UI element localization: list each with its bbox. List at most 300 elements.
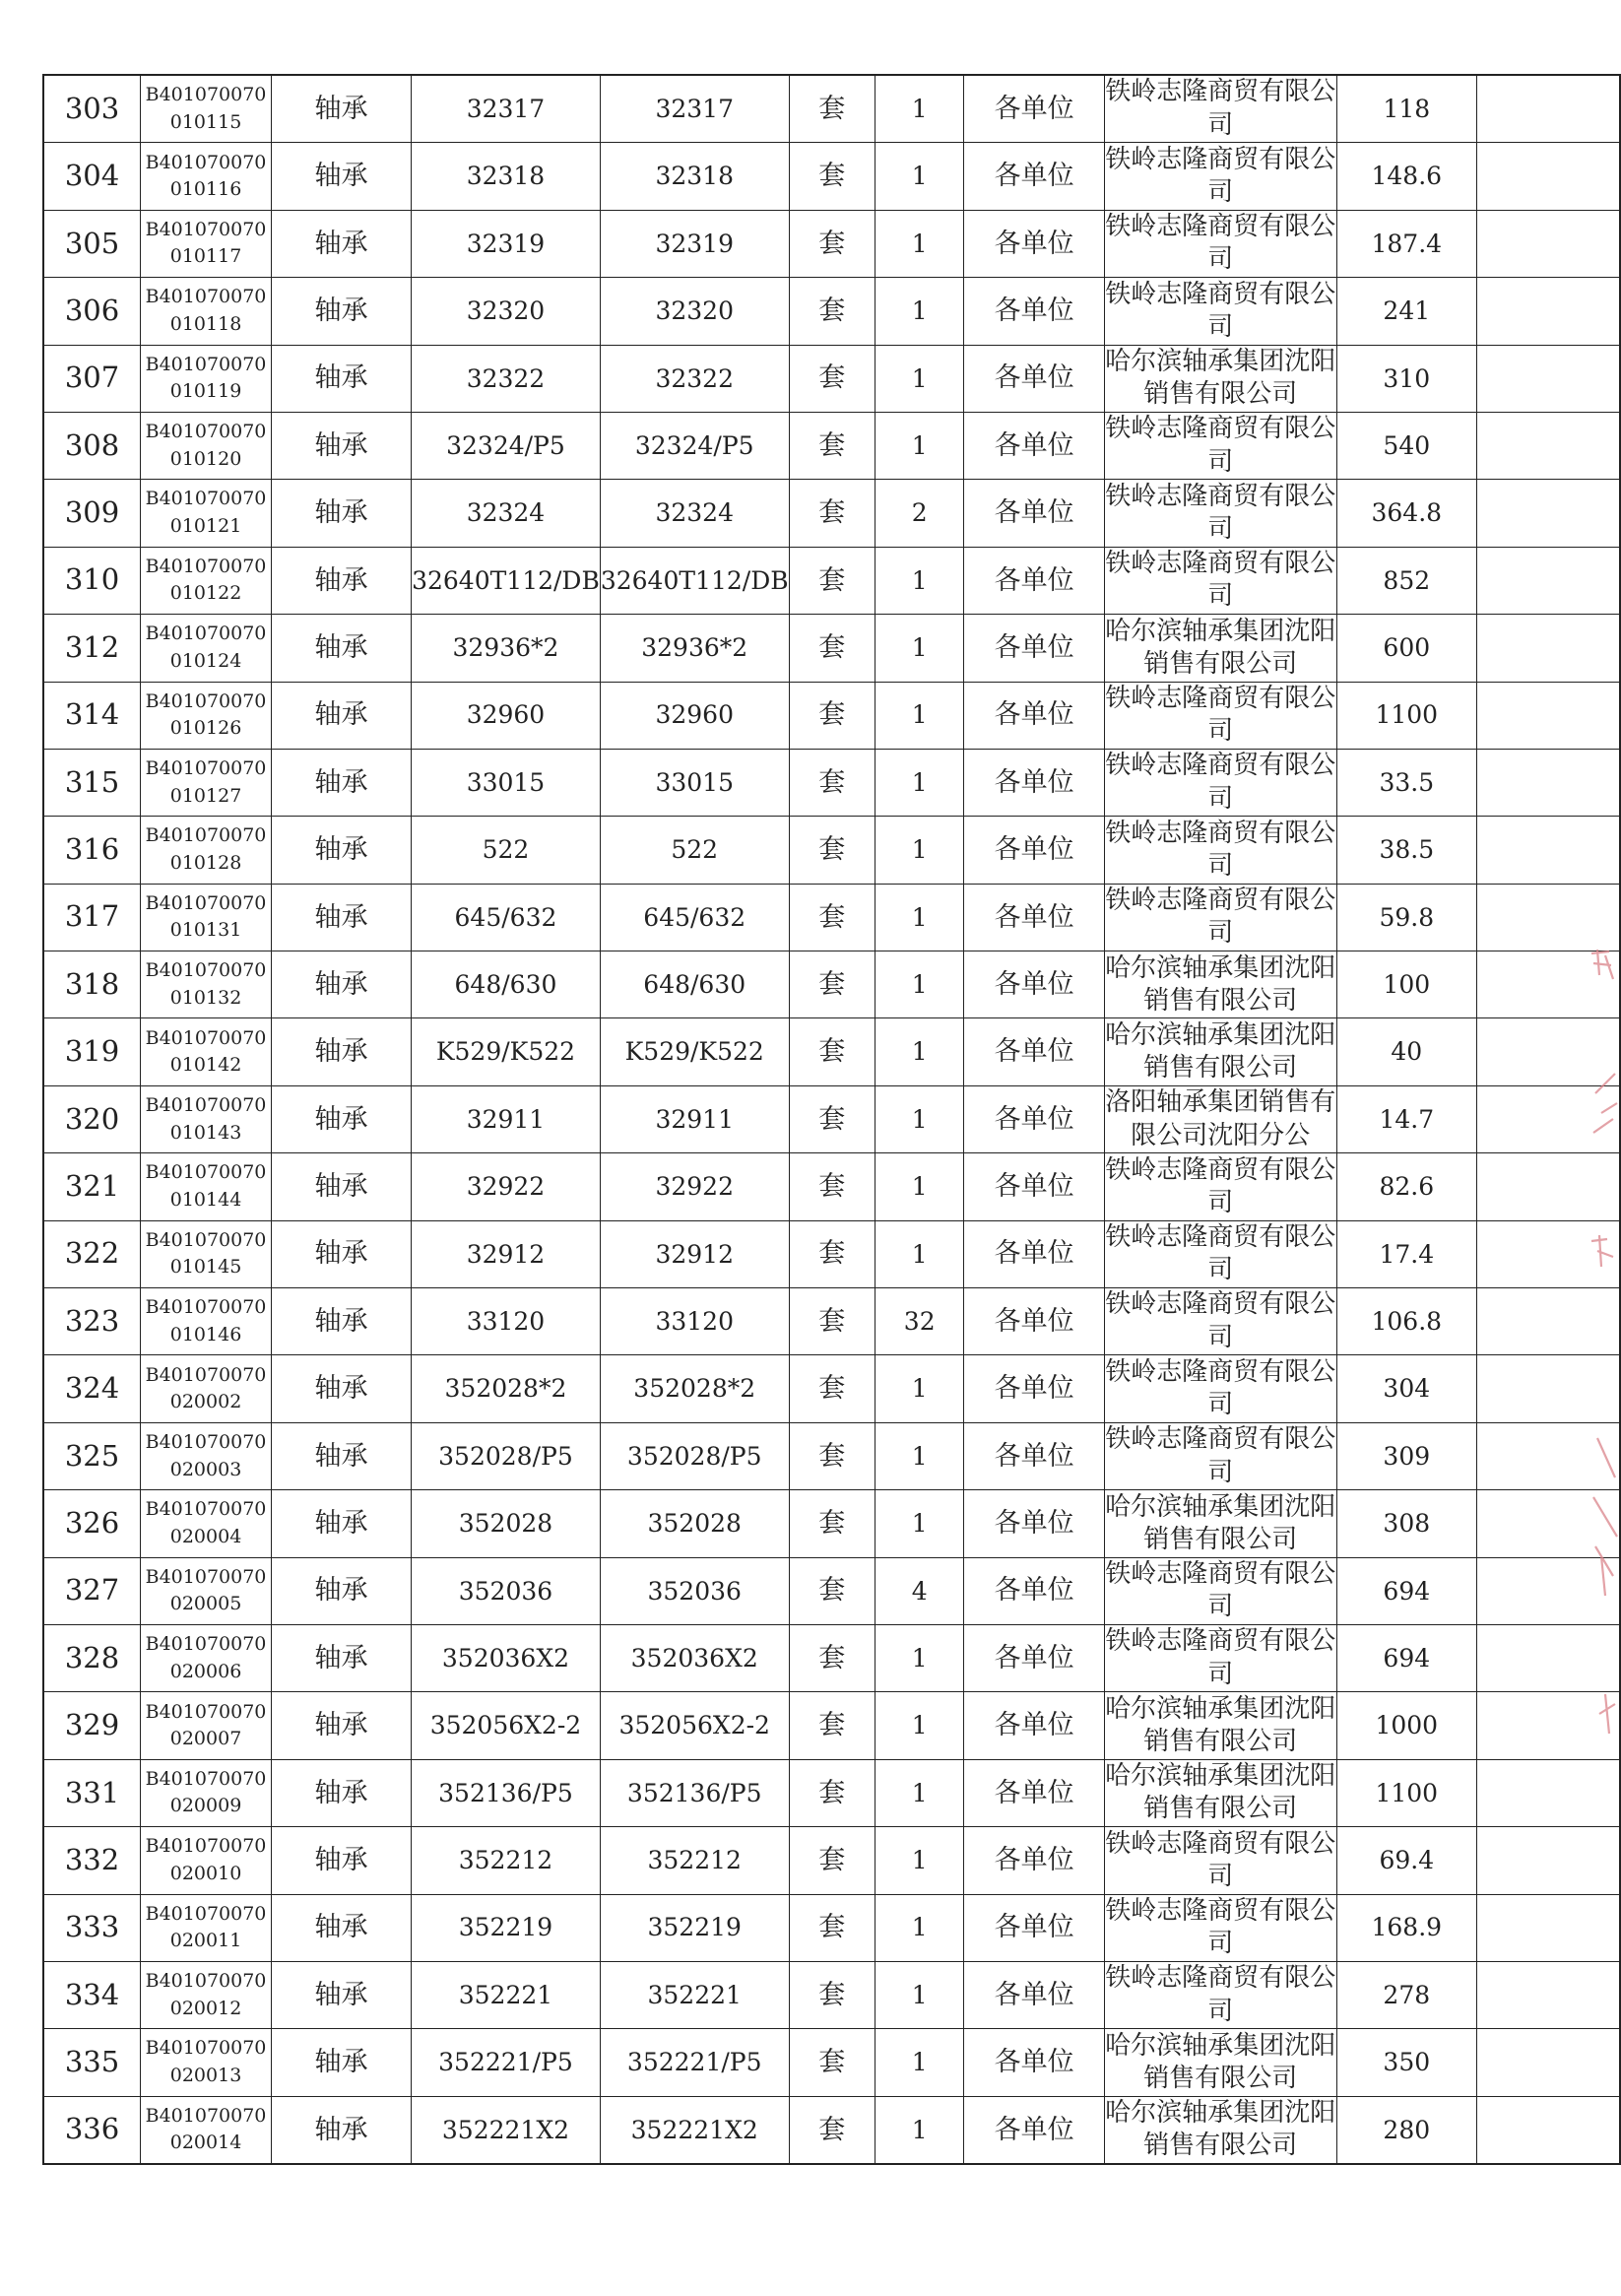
model-cell: 33120 bbox=[600, 1288, 789, 1355]
row-number-cell: 307 bbox=[43, 345, 141, 412]
material-code-line-2: 020004 bbox=[169, 1525, 242, 1547]
remark-cell bbox=[1476, 412, 1620, 479]
department-cell: 各单位 bbox=[964, 1961, 1104, 2028]
remark-cell bbox=[1476, 210, 1620, 277]
material-code-cell bbox=[141, 345, 272, 412]
material-name-cell: 轴承 bbox=[271, 884, 411, 951]
material-code-line-1: B401070070 bbox=[145, 2104, 267, 2127]
remark-cell bbox=[1476, 547, 1620, 614]
unit-cell: 套 bbox=[789, 2096, 875, 2164]
remark-cell bbox=[1476, 1422, 1620, 1489]
material-code-line-2: 020014 bbox=[169, 2132, 242, 2154]
material-name-cell: 轴承 bbox=[271, 1220, 411, 1287]
material-code-line-1: B401070070 bbox=[145, 824, 267, 847]
unit-price-cell: 168.9 bbox=[1336, 1894, 1476, 1961]
material-name-cell: 轴承 bbox=[271, 1759, 411, 1826]
supplier-cell: 铁岭志隆商贸有限公司 bbox=[1104, 1624, 1336, 1691]
remark-cell bbox=[1476, 345, 1620, 412]
unit-price-cell: 14.7 bbox=[1336, 1085, 1476, 1152]
specification-cell: 33015 bbox=[412, 749, 601, 816]
quantity-cell: 1 bbox=[875, 1490, 964, 1557]
remark-cell bbox=[1476, 1894, 1620, 1961]
supplier-cell: 哈尔滨轴承集团沈阳销售有限公司 bbox=[1104, 615, 1336, 682]
quantity-cell: 1 bbox=[875, 1894, 964, 1961]
model-cell: 32318 bbox=[600, 143, 789, 210]
material-code-cell bbox=[141, 1961, 272, 2028]
supplier-cell: 铁岭志隆商贸有限公司 bbox=[1104, 143, 1336, 210]
material-code-cell bbox=[141, 547, 272, 614]
material-code-line-2: 010132 bbox=[169, 986, 242, 1009]
model-cell: 352028/P5 bbox=[600, 1422, 789, 1489]
material-code-cell bbox=[141, 1557, 272, 1624]
row-number-cell: 326 bbox=[43, 1490, 141, 1557]
material-code-cell bbox=[141, 682, 272, 749]
material-name-cell: 轴承 bbox=[271, 210, 411, 277]
material-name-cell: 轴承 bbox=[271, 615, 411, 682]
supplier-cell: 铁岭志隆商贸有限公司 bbox=[1104, 817, 1336, 884]
specification-cell: 352221X2 bbox=[412, 2096, 601, 2164]
table-row bbox=[43, 749, 1620, 816]
unit-cell: 套 bbox=[789, 1422, 875, 1489]
quantity-cell: 1 bbox=[875, 1827, 964, 1894]
material-code-line-2: 010145 bbox=[169, 1256, 242, 1279]
unit-cell: 套 bbox=[789, 1624, 875, 1691]
unit-price-cell: 1000 bbox=[1336, 1692, 1476, 1759]
department-cell: 各单位 bbox=[964, 480, 1104, 547]
material-code-line-2: 020007 bbox=[169, 1728, 242, 1750]
quantity-cell: 1 bbox=[875, 547, 964, 614]
table-row bbox=[43, 1490, 1620, 1557]
material-name-cell: 轴承 bbox=[271, 75, 411, 143]
department-cell: 各单位 bbox=[964, 2029, 1104, 2096]
row-number-cell: 325 bbox=[43, 1422, 141, 1489]
table-row bbox=[43, 1692, 1620, 1759]
material-code-cell bbox=[141, 1692, 272, 1759]
department-cell: 各单位 bbox=[964, 817, 1104, 884]
material-name-cell: 轴承 bbox=[271, 749, 411, 816]
material-code-line-1: B401070070 bbox=[145, 421, 267, 443]
quantity-cell: 1 bbox=[875, 884, 964, 951]
material-code-line-2: 010146 bbox=[169, 1323, 242, 1345]
unit-cell: 套 bbox=[789, 278, 875, 345]
table-row bbox=[43, 1422, 1620, 1489]
row-number-cell: 303 bbox=[43, 75, 141, 143]
unit-price-cell: 187.4 bbox=[1336, 210, 1476, 277]
supplier-cell: 哈尔滨轴承集团沈阳销售有限公司 bbox=[1104, 2096, 1336, 2164]
material-code-cell bbox=[141, 817, 272, 884]
table-row bbox=[43, 345, 1620, 412]
material-code-cell bbox=[141, 615, 272, 682]
material-code-line-1: B401070070 bbox=[145, 555, 267, 577]
material-code-line-2: 010124 bbox=[169, 649, 242, 672]
unit-price-cell: 33.5 bbox=[1336, 749, 1476, 816]
supplier-cell: 铁岭志隆商贸有限公司 bbox=[1104, 1422, 1336, 1489]
supplier-cell: 铁岭志隆商贸有限公司 bbox=[1104, 412, 1336, 479]
specification-cell: 32318 bbox=[412, 143, 601, 210]
model-cell: 352028*2 bbox=[600, 1355, 789, 1422]
department-cell: 各单位 bbox=[964, 615, 1104, 682]
supplier-cell: 铁岭志隆商贸有限公司 bbox=[1104, 884, 1336, 951]
model-cell: 32922 bbox=[600, 1153, 789, 1220]
department-cell: 各单位 bbox=[964, 1153, 1104, 1220]
quantity-cell: 1 bbox=[875, 951, 964, 1018]
material-code-line-2: 010122 bbox=[169, 582, 242, 605]
unit-cell: 套 bbox=[789, 615, 875, 682]
material-code-cell bbox=[141, 2096, 272, 2164]
material-code-line-2: 020006 bbox=[169, 1660, 242, 1682]
material-name-cell: 轴承 bbox=[271, 143, 411, 210]
unit-cell: 套 bbox=[789, 749, 875, 816]
department-cell: 各单位 bbox=[964, 1288, 1104, 1355]
row-number-cell: 324 bbox=[43, 1355, 141, 1422]
material-code-cell bbox=[141, 1759, 272, 1826]
supplier-cell: 铁岭志隆商贸有限公司 bbox=[1104, 1153, 1336, 1220]
material-name-cell: 轴承 bbox=[271, 951, 411, 1018]
quantity-cell: 2 bbox=[875, 480, 964, 547]
unit-price-cell: 694 bbox=[1336, 1557, 1476, 1624]
quantity-cell: 1 bbox=[875, 210, 964, 277]
remark-cell bbox=[1476, 817, 1620, 884]
table-row bbox=[43, 1557, 1620, 1624]
specification-cell: 645/632 bbox=[412, 884, 601, 951]
quantity-cell: 1 bbox=[875, 1624, 964, 1691]
material-code-line-2: 010142 bbox=[169, 1054, 242, 1077]
quantity-cell: 1 bbox=[875, 278, 964, 345]
unit-cell: 套 bbox=[789, 1490, 875, 1557]
material-code-cell bbox=[141, 2029, 272, 2096]
material-code-cell bbox=[141, 1894, 272, 1961]
row-number-cell: 306 bbox=[43, 278, 141, 345]
unit-cell: 套 bbox=[789, 2029, 875, 2096]
unit-price-cell: 148.6 bbox=[1336, 143, 1476, 210]
specification-cell: 522 bbox=[412, 817, 601, 884]
unit-price-cell: 350 bbox=[1336, 2029, 1476, 2096]
table-row bbox=[43, 547, 1620, 614]
quantity-cell: 32 bbox=[875, 1288, 964, 1355]
specification-cell: 32317 bbox=[412, 75, 601, 143]
unit-cell: 套 bbox=[789, 1018, 875, 1085]
table-row bbox=[43, 817, 1620, 884]
unit-cell: 套 bbox=[789, 412, 875, 479]
remark-cell bbox=[1476, 143, 1620, 210]
supplier-cell: 哈尔滨轴承集团沈阳销售有限公司 bbox=[1104, 1018, 1336, 1085]
unit-cell: 套 bbox=[789, 1894, 875, 1961]
table-row bbox=[43, 412, 1620, 479]
material-name-cell: 轴承 bbox=[271, 480, 411, 547]
specification-cell: 32911 bbox=[412, 1085, 601, 1152]
department-cell: 各单位 bbox=[964, 1557, 1104, 1624]
material-code-line-1: B401070070 bbox=[145, 1700, 267, 1723]
material-code-line-1: B401070070 bbox=[145, 1296, 267, 1319]
table-row bbox=[43, 1018, 1620, 1085]
specification-cell: 32936*2 bbox=[412, 615, 601, 682]
material-code-line-1: B401070070 bbox=[145, 1161, 267, 1184]
unit-cell: 套 bbox=[789, 1961, 875, 2028]
material-code-line-2: 020005 bbox=[169, 1593, 242, 1615]
material-code-line-2: 020003 bbox=[169, 1458, 242, 1480]
department-cell: 各单位 bbox=[964, 1490, 1104, 1557]
material-name-cell: 轴承 bbox=[271, 2029, 411, 2096]
specification-cell: 352036 bbox=[412, 1557, 601, 1624]
material-name-cell: 轴承 bbox=[271, 682, 411, 749]
table-row bbox=[43, 1827, 1620, 1894]
model-cell: 352221 bbox=[600, 1961, 789, 2028]
supplier-cell: 铁岭志隆商贸有限公司 bbox=[1104, 480, 1336, 547]
specification-cell: 32912 bbox=[412, 1220, 601, 1287]
unit-cell: 套 bbox=[789, 345, 875, 412]
material-code-cell bbox=[141, 951, 272, 1018]
row-number-cell: 331 bbox=[43, 1759, 141, 1826]
remark-cell bbox=[1476, 1961, 1620, 2028]
material-code-line-2: 010131 bbox=[169, 919, 242, 942]
table-row bbox=[43, 1355, 1620, 1422]
material-code-line-1: B401070070 bbox=[145, 1026, 267, 1049]
row-number-cell: 336 bbox=[43, 2096, 141, 2164]
department-cell: 各单位 bbox=[964, 412, 1104, 479]
material-code-cell bbox=[141, 1827, 272, 1894]
row-number-cell: 315 bbox=[43, 749, 141, 816]
material-code-line-2: 010121 bbox=[169, 515, 242, 538]
material-name-cell: 轴承 bbox=[271, 1018, 411, 1085]
table-row bbox=[43, 1220, 1620, 1287]
specification-cell: 352028 bbox=[412, 1490, 601, 1557]
supplier-cell: 哈尔滨轴承集团沈阳销售有限公司 bbox=[1104, 2029, 1336, 2096]
unit-price-cell: 59.8 bbox=[1336, 884, 1476, 951]
material-name-cell: 轴承 bbox=[271, 1557, 411, 1624]
unit-price-cell: 309 bbox=[1336, 1422, 1476, 1489]
material-code-line-1: B401070070 bbox=[145, 151, 267, 173]
unit-cell: 套 bbox=[789, 1355, 875, 1422]
unit-cell: 套 bbox=[789, 1085, 875, 1152]
row-number-cell: 334 bbox=[43, 1961, 141, 2028]
table-row bbox=[43, 278, 1620, 345]
unit-price-cell: 304 bbox=[1336, 1355, 1476, 1422]
row-number-cell: 328 bbox=[43, 1624, 141, 1691]
material-code-cell bbox=[141, 210, 272, 277]
material-name-cell: 轴承 bbox=[271, 817, 411, 884]
department-cell: 各单位 bbox=[964, 345, 1104, 412]
row-number-cell: 321 bbox=[43, 1153, 141, 1220]
unit-price-cell: 280 bbox=[1336, 2096, 1476, 2164]
specification-cell: 32319 bbox=[412, 210, 601, 277]
remark-cell bbox=[1476, 75, 1620, 143]
table-row bbox=[43, 1085, 1620, 1152]
row-number-cell: 305 bbox=[43, 210, 141, 277]
table-row bbox=[43, 1288, 1620, 1355]
material-name-cell: 轴承 bbox=[271, 1961, 411, 2028]
unit-cell: 套 bbox=[789, 75, 875, 143]
row-number-cell: 309 bbox=[43, 480, 141, 547]
department-cell: 各单位 bbox=[964, 2096, 1104, 2164]
unit-cell: 套 bbox=[789, 682, 875, 749]
unit-price-cell: 308 bbox=[1336, 1490, 1476, 1557]
table-row bbox=[43, 143, 1620, 210]
material-code-line-1: B401070070 bbox=[145, 689, 267, 712]
row-number-cell: 327 bbox=[43, 1557, 141, 1624]
model-cell: 648/630 bbox=[600, 951, 789, 1018]
row-number-cell: 335 bbox=[43, 2029, 141, 2096]
remark-cell bbox=[1476, 1153, 1620, 1220]
quantity-cell: 1 bbox=[875, 1220, 964, 1287]
table-row bbox=[43, 1153, 1620, 1220]
material-code-line-2: 010115 bbox=[169, 110, 242, 133]
material-code-line-2: 010117 bbox=[169, 245, 242, 268]
department-cell: 各单位 bbox=[964, 1692, 1104, 1759]
material-code-line-1: B401070070 bbox=[145, 1633, 267, 1656]
specification-cell: 352221 bbox=[412, 1961, 601, 2028]
specification-cell: 32324 bbox=[412, 480, 601, 547]
material-code-cell bbox=[141, 75, 272, 143]
supplier-cell: 铁岭志隆商贸有限公司 bbox=[1104, 278, 1336, 345]
unit-price-cell: 100 bbox=[1336, 951, 1476, 1018]
quantity-cell: 1 bbox=[875, 1692, 964, 1759]
table-body bbox=[43, 75, 1620, 2164]
material-code-line-1: B401070070 bbox=[145, 286, 267, 308]
specification-cell: 648/630 bbox=[412, 951, 601, 1018]
table-row bbox=[43, 951, 1620, 1018]
table-row bbox=[43, 480, 1620, 547]
remark-cell bbox=[1476, 1085, 1620, 1152]
material-code-line-1: B401070070 bbox=[145, 1565, 267, 1588]
material-name-cell: 轴承 bbox=[271, 1153, 411, 1220]
row-number-cell: 312 bbox=[43, 615, 141, 682]
material-code-cell bbox=[141, 480, 272, 547]
supplier-cell: 铁岭志隆商贸有限公司 bbox=[1104, 210, 1336, 277]
specification-cell: 352028/P5 bbox=[412, 1422, 601, 1489]
material-code-line-2: 010120 bbox=[169, 447, 242, 470]
table-row bbox=[43, 2029, 1620, 2096]
row-number-cell: 333 bbox=[43, 1894, 141, 1961]
quantity-cell: 1 bbox=[875, 1355, 964, 1422]
material-code-line-1: B401070070 bbox=[145, 757, 267, 780]
material-code-cell bbox=[141, 1422, 272, 1489]
table-row bbox=[43, 1624, 1620, 1691]
quantity-cell: 1 bbox=[875, 615, 964, 682]
remark-cell bbox=[1476, 1288, 1620, 1355]
model-cell: 352212 bbox=[600, 1827, 789, 1894]
table-row bbox=[43, 1894, 1620, 1961]
model-cell: 32319 bbox=[600, 210, 789, 277]
unit-price-cell: 694 bbox=[1336, 1624, 1476, 1691]
remark-cell bbox=[1476, 951, 1620, 1018]
material-code-cell bbox=[141, 412, 272, 479]
material-code-line-1: B401070070 bbox=[145, 353, 267, 375]
supplier-cell: 铁岭志隆商贸有限公司 bbox=[1104, 1961, 1336, 2028]
unit-cell: 套 bbox=[789, 884, 875, 951]
remark-cell bbox=[1476, 1018, 1620, 1085]
department-cell: 各单位 bbox=[964, 1085, 1104, 1152]
table-row bbox=[43, 75, 1620, 143]
model-cell: K529/K522 bbox=[600, 1018, 789, 1085]
model-cell: 352036 bbox=[600, 1557, 789, 1624]
model-cell: 352056X2-2 bbox=[600, 1692, 789, 1759]
unit-price-cell: 540 bbox=[1336, 412, 1476, 479]
row-number-cell: 304 bbox=[43, 143, 141, 210]
quantity-cell: 1 bbox=[875, 2096, 964, 2164]
row-number-cell: 310 bbox=[43, 547, 141, 614]
unit-cell: 套 bbox=[789, 1827, 875, 1894]
material-code-line-1: B401070070 bbox=[145, 891, 267, 914]
specification-cell: 352219 bbox=[412, 1894, 601, 1961]
material-code-line-2: 010126 bbox=[169, 717, 242, 740]
department-cell: 各单位 bbox=[964, 75, 1104, 143]
supplier-cell: 洛阳轴承集团销售有限公司沈阳分公 bbox=[1104, 1085, 1336, 1152]
department-cell: 各单位 bbox=[964, 143, 1104, 210]
material-code-line-2: 020010 bbox=[169, 1862, 242, 1884]
material-code-line-1: B401070070 bbox=[145, 488, 267, 510]
remark-cell bbox=[1476, 2096, 1620, 2164]
remark-cell bbox=[1476, 278, 1620, 345]
material-code-line-1: B401070070 bbox=[145, 623, 267, 645]
department-cell: 各单位 bbox=[964, 1422, 1104, 1489]
model-cell: 352219 bbox=[600, 1894, 789, 1961]
material-code-line-1: B401070070 bbox=[145, 1498, 267, 1521]
quantity-cell: 1 bbox=[875, 682, 964, 749]
unit-cell: 套 bbox=[789, 1153, 875, 1220]
unit-cell: 套 bbox=[789, 143, 875, 210]
material-code-line-1: B401070070 bbox=[145, 1970, 267, 1993]
department-cell: 各单位 bbox=[964, 278, 1104, 345]
material-code-line-2: 020002 bbox=[169, 1391, 242, 1413]
unit-cell: 套 bbox=[789, 1557, 875, 1624]
row-number-cell: 329 bbox=[43, 1692, 141, 1759]
quantity-cell: 1 bbox=[875, 1961, 964, 2028]
quantity-cell: 1 bbox=[875, 749, 964, 816]
department-cell: 各单位 bbox=[964, 1220, 1104, 1287]
material-code-cell bbox=[141, 1153, 272, 1220]
specification-cell: 32322 bbox=[412, 345, 601, 412]
model-cell: 352221X2 bbox=[600, 2096, 789, 2164]
unit-price-cell: 600 bbox=[1336, 615, 1476, 682]
remark-cell bbox=[1476, 1759, 1620, 1826]
unit-cell: 套 bbox=[789, 480, 875, 547]
remark-cell bbox=[1476, 1624, 1620, 1691]
supplier-cell: 铁岭志隆商贸有限公司 bbox=[1104, 1220, 1336, 1287]
material-code-cell bbox=[141, 1288, 272, 1355]
material-code-line-1: B401070070 bbox=[145, 84, 267, 106]
unit-cell: 套 bbox=[789, 1288, 875, 1355]
model-cell: 32911 bbox=[600, 1085, 789, 1152]
row-number-cell: 318 bbox=[43, 951, 141, 1018]
department-cell: 各单位 bbox=[964, 1827, 1104, 1894]
model-cell: 32960 bbox=[600, 682, 789, 749]
material-code-line-1: B401070070 bbox=[145, 1835, 267, 1858]
table-row bbox=[43, 615, 1620, 682]
material-code-line-2: 020013 bbox=[169, 2065, 242, 2087]
department-cell: 各单位 bbox=[964, 951, 1104, 1018]
specification-cell: K529/K522 bbox=[412, 1018, 601, 1085]
material-code-cell bbox=[141, 1220, 272, 1287]
material-code-cell bbox=[141, 749, 272, 816]
specification-cell: 352212 bbox=[412, 1827, 601, 1894]
supplier-cell: 铁岭志隆商贸有限公司 bbox=[1104, 1894, 1336, 1961]
material-name-cell: 轴承 bbox=[271, 1490, 411, 1557]
supplier-cell: 铁岭志隆商贸有限公司 bbox=[1104, 1557, 1336, 1624]
quantity-cell: 1 bbox=[875, 345, 964, 412]
material-name-cell: 轴承 bbox=[271, 412, 411, 479]
material-name-cell: 轴承 bbox=[271, 345, 411, 412]
row-number-cell: 314 bbox=[43, 682, 141, 749]
quantity-cell: 1 bbox=[875, 1085, 964, 1152]
specification-cell: 32960 bbox=[412, 682, 601, 749]
supplier-cell: 铁岭志隆商贸有限公司 bbox=[1104, 749, 1336, 816]
material-code-line-1: B401070070 bbox=[145, 959, 267, 982]
unit-cell: 套 bbox=[789, 547, 875, 614]
material-code-cell bbox=[141, 1624, 272, 1691]
model-cell: 352221/P5 bbox=[600, 2029, 789, 2096]
unit-price-cell: 241 bbox=[1336, 278, 1476, 345]
row-number-cell: 319 bbox=[43, 1018, 141, 1085]
